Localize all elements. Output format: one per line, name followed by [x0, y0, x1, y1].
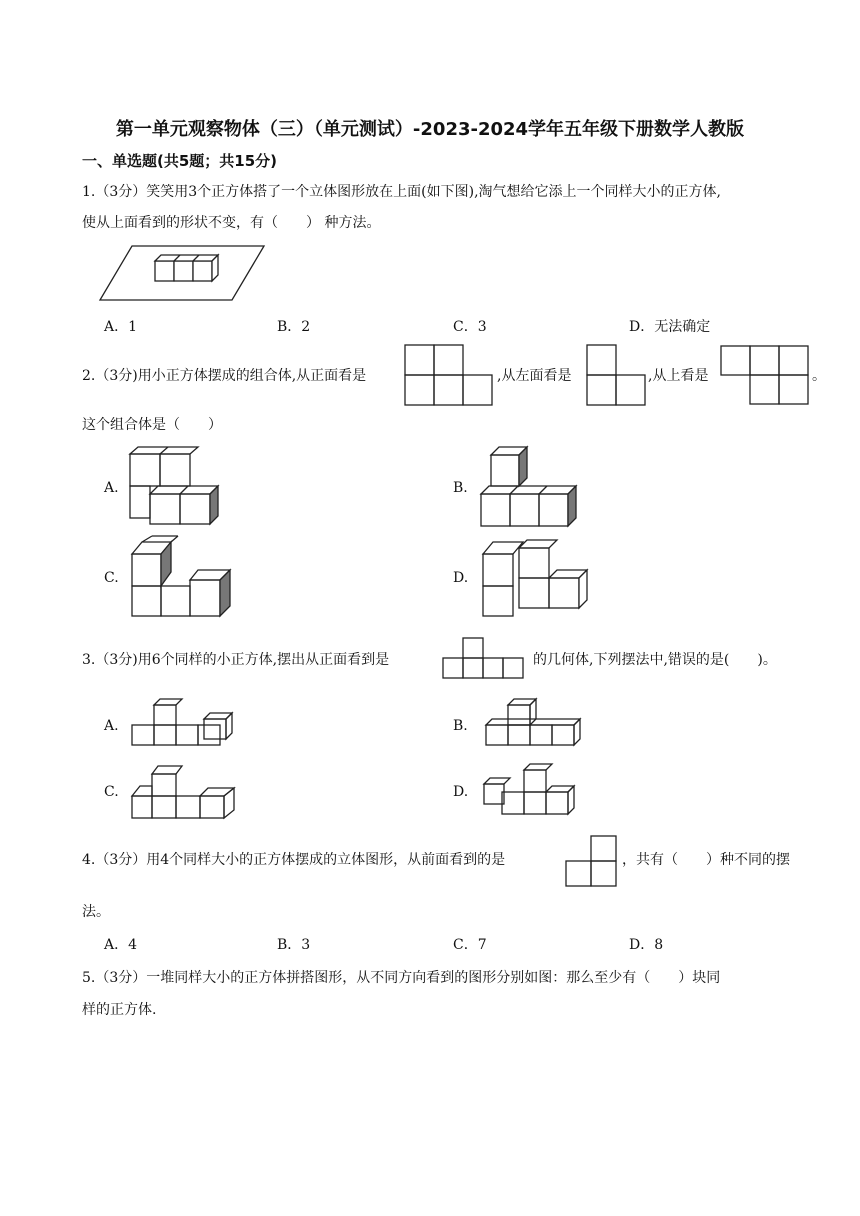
- q4-option-d[interactable]: D．8: [629, 937, 664, 953]
- q1-option-b[interactable]: B．2: [277, 319, 311, 335]
- q1-option-c[interactable]: C．3: [453, 319, 487, 335]
- q2-option-b[interactable]: B.: [453, 480, 468, 496]
- q2-top-view: [720, 345, 810, 407]
- q2-part2: ,从左面看是: [497, 368, 572, 384]
- q2-line2: 这个组合体是（ ）: [82, 417, 222, 433]
- q5-line2: 样的正方体.: [82, 1002, 157, 1018]
- q1-option-a[interactable]: A．1: [104, 319, 138, 335]
- q5-line1: 5.（3分）一堆同样大小的正方体拼搭图形，从不同方向看到的图形分别如图：那么至少有（ ）块同: [82, 970, 721, 986]
- q3-part1: 3.（3分)用6个同样的小正方体,摆出从正面看到是: [82, 652, 390, 668]
- q4-line2: 法。: [82, 904, 110, 920]
- q3-option-a[interactable]: A.: [104, 718, 119, 734]
- q1-line1: 1.（3分）笑笑用3个正方体搭了一个立体图形放在上面(如下图),淘气想给它添上一个同样大小的正方体,: [82, 184, 721, 200]
- q2-option-c-figure: [128, 536, 240, 620]
- q3-option-b[interactable]: B.: [453, 718, 468, 734]
- q2-part1: 2.（3分)用小正方体摆成的组合体,从正面看是: [82, 368, 367, 384]
- section-heading: 一、单选题(共5题；共15分): [82, 152, 278, 170]
- q3-option-b-figure: [484, 697, 586, 749]
- q2-part3: ,从上看是: [648, 368, 709, 384]
- q3-option-d[interactable]: D.: [453, 784, 469, 800]
- q2-front-view: [404, 344, 494, 406]
- q3-option-a-figure: [130, 697, 246, 749]
- q1-figure: [100, 244, 265, 302]
- q2-option-d[interactable]: D.: [453, 570, 469, 586]
- q3-part2: 的几何体,下列摆法中,错误的是( )。: [533, 652, 777, 668]
- q3-option-c-figure: [128, 764, 244, 822]
- q2-option-a[interactable]: A.: [104, 480, 119, 496]
- q2-part4: 。: [812, 368, 826, 384]
- q3-option-d-figure: [482, 762, 582, 818]
- q3-option-c[interactable]: C.: [104, 784, 119, 800]
- q2-option-a-figure: [128, 446, 232, 528]
- q4-part2: ，共有（ ）种不同的摆: [622, 852, 790, 868]
- q1-option-d[interactable]: D．无法确定: [629, 319, 711, 335]
- q4-front-view: [564, 834, 618, 888]
- q3-front-view: [441, 636, 525, 680]
- q4-part1: 4.（3分）用4个同样大小的正方体摆成的立体图形，从前面看到的是: [82, 852, 506, 868]
- q4-option-b[interactable]: B．3: [277, 937, 311, 953]
- q2-left-view: [586, 344, 646, 406]
- q2-option-c[interactable]: C.: [104, 570, 119, 586]
- page-title: 第一单元观察物体（三）（单元测试）-2023-2024学年五年级下册数学人教版: [115, 119, 745, 140]
- q4-option-c[interactable]: C．7: [453, 937, 487, 953]
- q1-line2: 使从上面看到的形状不变，有（ ） 种方法。: [82, 215, 381, 231]
- q2-option-d-figure: [481, 536, 591, 620]
- q2-option-b-figure: [479, 446, 587, 530]
- q4-option-a[interactable]: A．4: [104, 937, 138, 953]
